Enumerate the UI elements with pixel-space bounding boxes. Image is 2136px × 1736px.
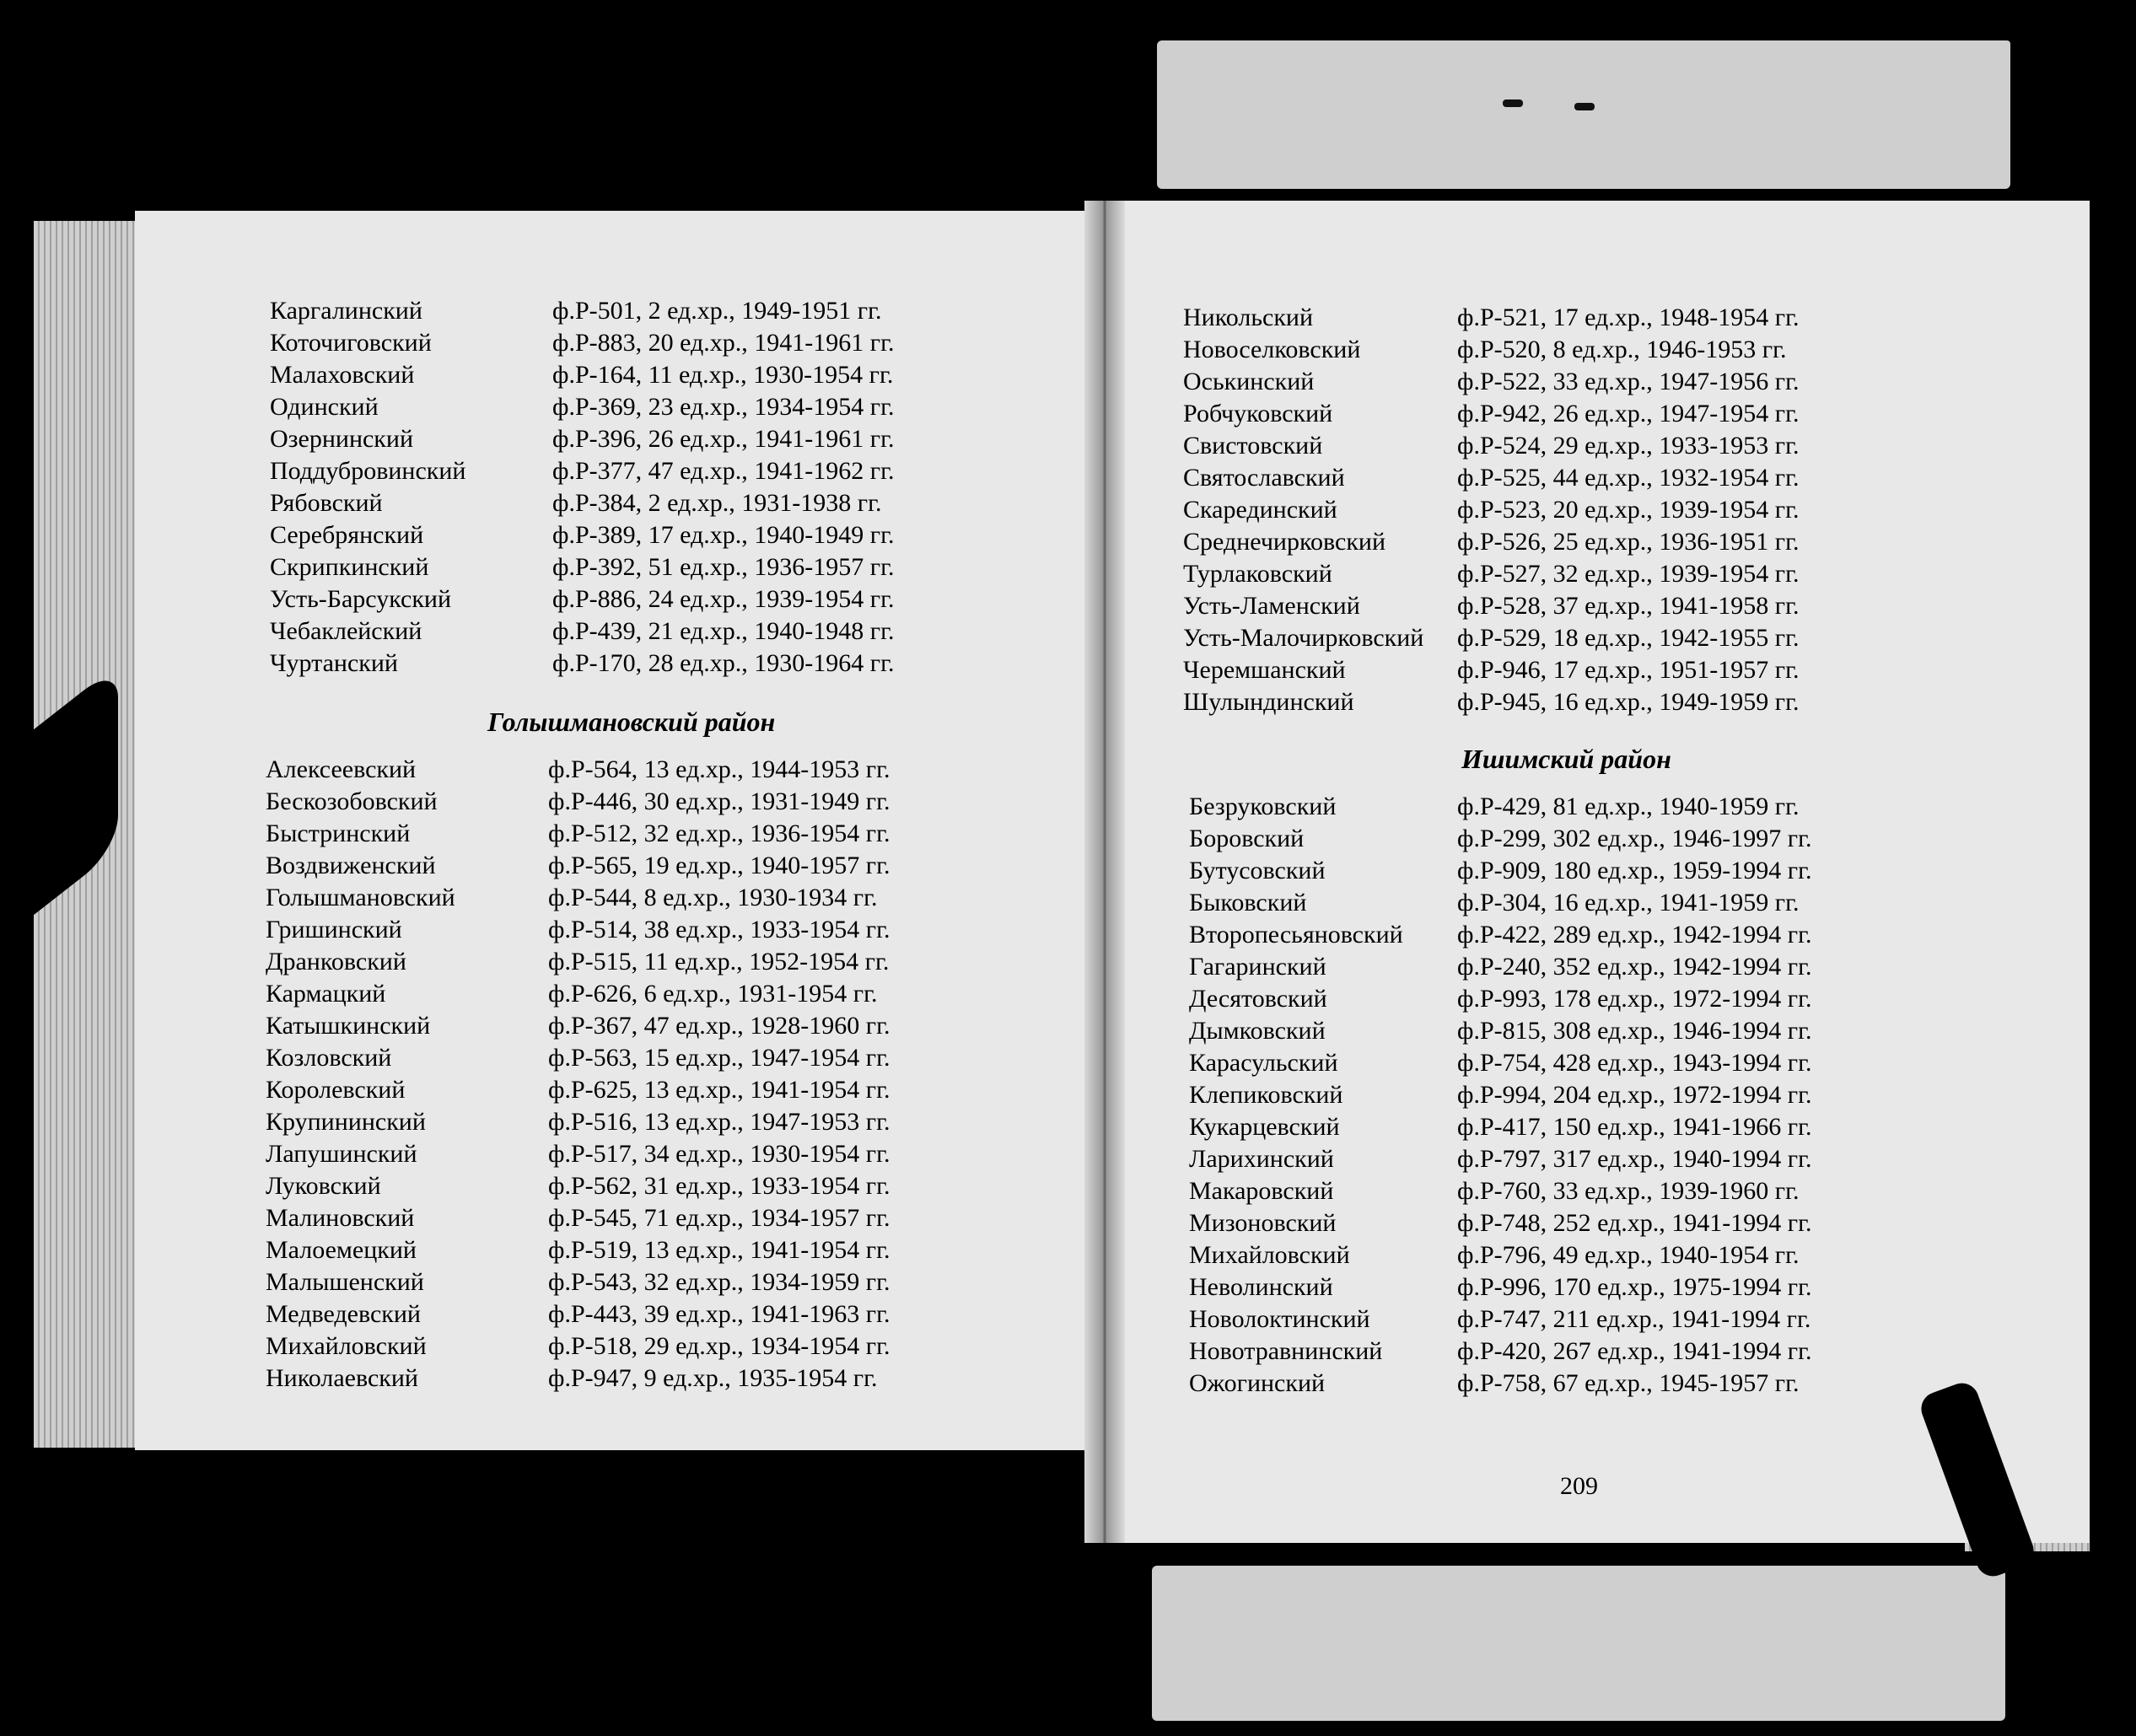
entry-fund-info: ф.Р-883, 20 ед.хр., 1941-1961 гг. <box>552 329 895 357</box>
entry-fund-info: ф.Р-562, 31 ед.хр., 1933-1954 гг. <box>548 1172 890 1200</box>
entry-fund-info: ф.Р-996, 170 ед.хр., 1975-1994 гг. <box>1457 1273 1812 1301</box>
entry-fund-info: ф.Р-521, 17 ед.хр., 1948-1954 гг. <box>1457 304 1800 331</box>
entry-fund-info: ф.Р-369, 23 ед.хр., 1934-1954 гг. <box>552 393 895 421</box>
entry-name: Малоемецкий <box>266 1236 417 1264</box>
page-number-right: 209 <box>1560 1472 1598 1500</box>
page-left <box>135 211 1105 1495</box>
right-section-heading: Ишимский район <box>1461 744 1671 774</box>
scanner-clamp-top-extension <box>1305 40 2010 74</box>
entry-name: Клепиковский <box>1189 1081 1343 1109</box>
entry-fund-info: ф.Р-523, 20 ед.хр., 1939-1954 гг. <box>1457 496 1800 524</box>
entry-name: Алексеевский <box>266 755 417 783</box>
entry-name: Озернинский <box>270 425 413 453</box>
entry-name: Рябовский <box>270 489 383 517</box>
entry-name: Королевский <box>266 1076 406 1104</box>
entry-fund-info: ф.Р-525, 44 ед.хр., 1932-1954 гг. <box>1457 464 1800 492</box>
entry-name: Кукарцевский <box>1189 1113 1340 1141</box>
entry-fund-info: ф.Р-443, 39 ед.хр., 1941-1963 гг. <box>548 1300 890 1328</box>
entry-fund-info: ф.Р-164, 11 ед.хр., 1930-1954 гг. <box>552 361 894 389</box>
entry-name: Воздвиженский <box>266 852 436 879</box>
entry-fund-info: ф.Р-796, 49 ед.хр., 1940-1954 гг. <box>1457 1241 1800 1269</box>
entry-fund-info: ф.Р-384, 2 ед.хр., 1931-1938 гг. <box>552 489 882 517</box>
entry-fund-info: ф.Р-516, 13 ед.хр., 1947-1953 гг. <box>548 1108 890 1136</box>
entry-name: Робчуковский <box>1183 400 1333 427</box>
entry-name: Скрипкинский <box>270 553 429 581</box>
entry-name: Неволинский <box>1189 1273 1333 1301</box>
entry-fund-info: ф.Р-758, 67 ед.хр., 1945-1957 гг. <box>1457 1369 1800 1397</box>
entry-fund-info: ф.Р-240, 352 ед.хр., 1942-1994 гг. <box>1457 953 1812 981</box>
entry-fund-info: ф.Р-754, 428 ед.хр., 1943-1994 гг. <box>1457 1049 1812 1077</box>
entry-name: Козловский <box>266 1044 392 1072</box>
entry-name: Святославский <box>1183 464 1345 492</box>
entry-name: Усть-Малочирковский <box>1183 624 1424 652</box>
entry-name: Серебрянский <box>270 521 424 549</box>
entry-name: Новоселковский <box>1183 336 1361 363</box>
entry-name: Никольский <box>1183 304 1314 331</box>
entry-name: Гришинский <box>266 916 402 943</box>
entry-fund-info: ф.Р-446, 30 ед.хр., 1931-1949 гг. <box>548 787 890 815</box>
entry-name: Дымковский <box>1189 1017 1326 1045</box>
entry-fund-info: ф.Р-417, 150 ед.хр., 1941-1966 гг. <box>1457 1113 1812 1141</box>
entry-name: Лапушинский <box>266 1140 417 1168</box>
entry-fund-info: ф.Р-994, 204 ед.хр., 1972-1994 гг. <box>1457 1081 1812 1109</box>
entry-fund-info: ф.Р-625, 13 ед.хр., 1941-1954 гг. <box>548 1076 890 1104</box>
entry-name: Десятовский <box>1189 985 1327 1013</box>
entry-name: Новолоктинский <box>1189 1305 1370 1333</box>
entry-fund-info: ф.Р-377, 47 ед.хр., 1941-1962 гг. <box>552 457 895 485</box>
entry-fund-info: ф.Р-748, 252 ед.хр., 1941-1994 гг. <box>1457 1209 1812 1237</box>
entry-name: Крупининский <box>266 1108 426 1136</box>
entry-name: Мизоновский <box>1189 1209 1337 1237</box>
entry-fund-info: ф.Р-299, 302 ед.хр., 1946-1997 гг. <box>1457 825 1812 852</box>
entry-fund-info: ф.Р-304, 16 ед.хр., 1941-1959 гг. <box>1457 889 1800 916</box>
book-gutter <box>1084 201 1125 1543</box>
entry-fund-info: ф.Р-515, 11 ед.хр., 1952-1954 гг. <box>548 948 890 975</box>
entry-name: Голышмановский <box>266 884 455 911</box>
clamp-slot <box>1503 99 1523 107</box>
entry-name: Свистовский <box>1183 432 1323 460</box>
scanner-clamp-bottom <box>1152 1566 2005 1721</box>
entry-name: Михайловский <box>266 1332 427 1360</box>
entry-fund-info: ф.Р-747, 211 ед.хр., 1941-1994 гг. <box>1457 1305 1811 1333</box>
entry-name: Усть-Ламенский <box>1183 592 1360 620</box>
entry-fund-info: ф.Р-420, 267 ед.хр., 1941-1994 гг. <box>1457 1337 1812 1365</box>
entry-name: Бутусовский <box>1189 857 1326 884</box>
entry-fund-info: ф.Р-543, 32 ед.хр., 1934-1959 гг. <box>548 1268 890 1296</box>
entry-fund-info: ф.Р-429, 81 ед.хр., 1940-1959 гг. <box>1457 793 1800 820</box>
entry-name: Черемшанский <box>1183 656 1346 684</box>
entry-name: Карасульский <box>1189 1049 1338 1077</box>
entry-name: Новотравнинский <box>1189 1337 1383 1365</box>
entry-name: Кармацкий <box>266 980 386 1008</box>
entry-fund-info: ф.Р-563, 15 ед.хр., 1947-1954 гг. <box>548 1044 890 1072</box>
entry-fund-info: ф.Р-529, 18 ед.хр., 1942-1955 гг. <box>1457 624 1800 652</box>
entry-name: Быстринский <box>266 820 411 847</box>
entry-name: Второпесьяновский <box>1189 921 1403 949</box>
entry-fund-info: ф.Р-815, 308 ед.хр., 1946-1994 гг. <box>1457 1017 1812 1045</box>
entry-fund-info: ф.Р-545, 71 ед.хр., 1934-1957 гг. <box>548 1204 890 1232</box>
entry-name: Безруковский <box>1189 793 1337 820</box>
entry-fund-info: ф.Р-524, 29 ед.хр., 1933-1953 гг. <box>1457 432 1800 460</box>
entry-name: Дранковский <box>266 948 406 975</box>
entry-name: Катышкинский <box>266 1012 431 1040</box>
entry-name: Шулындинский <box>1183 688 1354 716</box>
entry-fund-info: ф.Р-512, 32 ед.хр., 1936-1954 гг. <box>548 820 890 847</box>
entry-fund-info: ф.Р-946, 17 ед.хр., 1951-1957 гг. <box>1457 656 1800 684</box>
entry-fund-info: ф.Р-389, 17 ед.хр., 1940-1949 гг. <box>552 521 895 549</box>
entry-name: Ожогинский <box>1189 1369 1326 1397</box>
entry-fund-info: ф.Р-520, 8 ед.хр., 1946-1953 гг. <box>1457 336 1787 363</box>
entry-name: Медведевский <box>266 1300 421 1328</box>
entry-fund-info: ф.Р-626, 6 ед.хр., 1931-1954 гг. <box>548 980 878 1008</box>
entry-name: Михайловский <box>1189 1241 1350 1269</box>
entry-fund-info: ф.Р-517, 34 ед.хр., 1930-1954 гг. <box>548 1140 890 1168</box>
left-section-heading: Голышмановский район <box>487 707 776 737</box>
entry-fund-info: ф.Р-514, 38 ед.хр., 1933-1954 гг. <box>548 916 890 943</box>
entry-name: Оськинский <box>1183 368 1315 395</box>
page-right <box>1111 201 2090 1543</box>
entry-fund-info: ф.Р-564, 13 ед.хр., 1944-1953 гг. <box>548 755 890 783</box>
entry-fund-info: ф.Р-945, 16 ед.хр., 1949-1959 гг. <box>1457 688 1800 716</box>
entry-name: Быковский <box>1189 889 1307 916</box>
entry-fund-info: ф.Р-501, 2 ед.хр., 1949-1951 гг. <box>552 297 882 325</box>
entry-fund-info: ф.Р-760, 33 ед.хр., 1939-1960 гг. <box>1457 1177 1800 1205</box>
entry-name: Малиновский <box>266 1204 415 1232</box>
entry-fund-info: ф.Р-422, 289 ед.хр., 1942-1994 гг. <box>1457 921 1812 949</box>
entry-name: Гагаринский <box>1189 953 1326 981</box>
entry-name: Среднечирковский <box>1183 528 1385 556</box>
entry-fund-info: ф.Р-544, 8 ед.хр., 1930-1934 гг. <box>548 884 878 911</box>
entry-name: Усть-Барсукский <box>270 585 452 613</box>
entry-fund-info: ф.Р-797, 317 ед.хр., 1940-1994 гг. <box>1457 1145 1812 1173</box>
entry-fund-info: ф.Р-947, 9 ед.хр., 1935-1954 гг. <box>548 1364 878 1392</box>
clamp-slot <box>1574 103 1595 110</box>
entry-name: Поддубровинский <box>270 457 466 485</box>
entry-name: Одинский <box>270 393 379 421</box>
entry-fund-info: ф.Р-518, 29 ед.хр., 1934-1954 гг. <box>548 1332 890 1360</box>
entry-name: Бескозобовский <box>266 787 438 815</box>
entry-name: Ларихинский <box>1189 1145 1334 1173</box>
entry-fund-info: ф.Р-993, 178 ед.хр., 1972-1994 гг. <box>1457 985 1812 1013</box>
entry-name: Турлаковский <box>1183 560 1332 588</box>
entry-fund-info: ф.Р-886, 24 ед.хр., 1939-1954 гг. <box>552 585 895 613</box>
page-number-left: 208 <box>616 1467 654 1495</box>
entry-fund-info: ф.Р-528, 37 ед.хр., 1941-1958 гг. <box>1457 592 1800 620</box>
entry-fund-info: ф.Р-526, 25 ед.хр., 1936-1951 гг. <box>1457 528 1800 556</box>
entry-name: Луковский <box>266 1172 381 1200</box>
entry-name: Макаровский <box>1189 1177 1334 1205</box>
entry-name: Малаховский <box>270 361 415 389</box>
entry-name: Каргалинский <box>270 297 422 325</box>
entry-fund-info: ф.Р-527, 32 ед.хр., 1939-1954 гг. <box>1457 560 1800 588</box>
entry-name: Чуртанский <box>270 649 398 677</box>
entry-fund-info: ф.Р-565, 19 ед.хр., 1940-1957 гг. <box>548 852 890 879</box>
entry-fund-info: ф.Р-522, 33 ед.хр., 1947-1956 гг. <box>1457 368 1800 395</box>
entry-name: Чебаклейский <box>270 617 422 645</box>
entry-fund-info: ф.Р-942, 26 ед.хр., 1947-1954 гг. <box>1457 400 1800 427</box>
entry-name: Боровский <box>1189 825 1305 852</box>
entry-fund-info: ф.Р-367, 47 ед.хр., 1928-1960 гг. <box>548 1012 890 1040</box>
entry-fund-info: ф.Р-909, 180 ед.хр., 1959-1994 гг. <box>1457 857 1812 884</box>
entry-fund-info: ф.Р-170, 28 ед.хр., 1930-1964 гг. <box>552 649 895 677</box>
entry-fund-info: ф.Р-396, 26 ед.хр., 1941-1961 гг. <box>552 425 895 453</box>
entry-fund-info: ф.Р-392, 51 ед.хр., 1936-1957 гг. <box>552 553 895 581</box>
entry-fund-info: ф.Р-519, 13 ед.хр., 1941-1954 гг. <box>548 1236 890 1264</box>
entry-name: Коточиговский <box>270 329 432 357</box>
entry-fund-info: ф.Р-439, 21 ед.хр., 1940-1948 гг. <box>552 617 895 645</box>
entry-name: Малышенский <box>266 1268 424 1296</box>
entry-name: Скарединский <box>1183 496 1337 524</box>
entry-name: Николаевский <box>266 1364 418 1392</box>
